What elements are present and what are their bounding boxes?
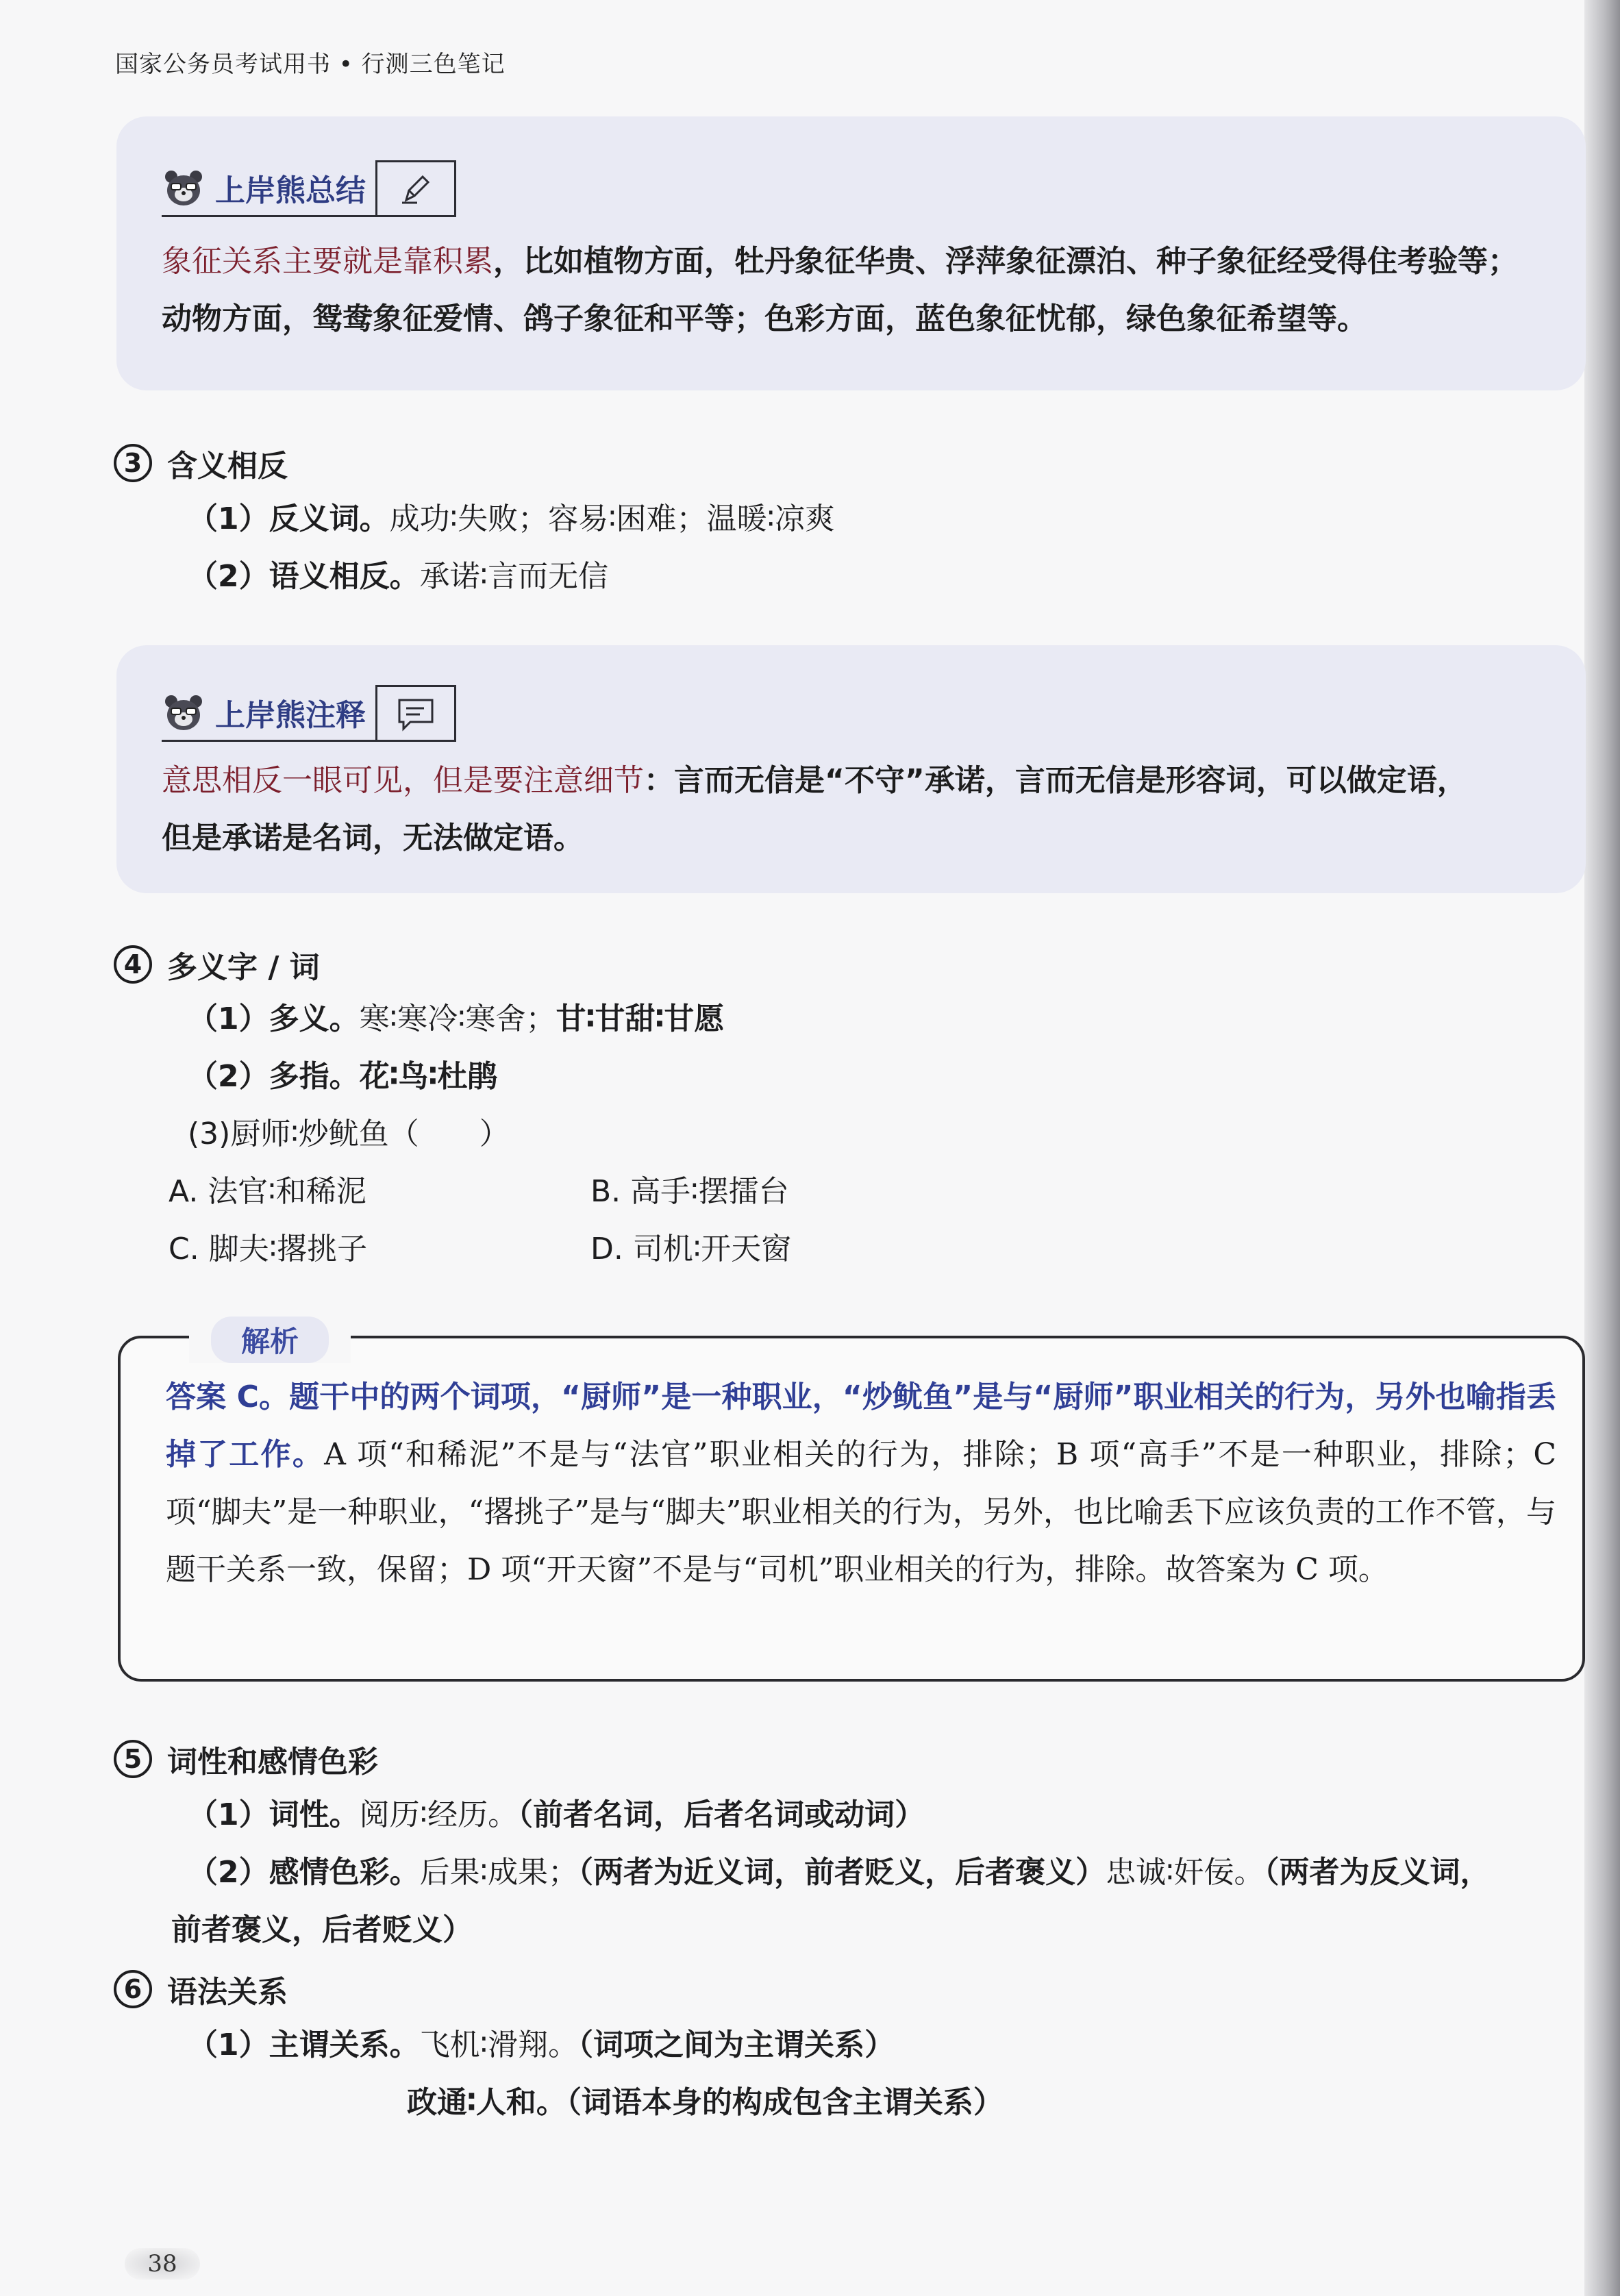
- item-text: 承诺∶言而无信: [419, 559, 609, 594]
- item-label: （1）多义。: [188, 1001, 360, 1036]
- sec5-item-2-cont: 前者褒义，后者贬义）: [171, 1912, 473, 1947]
- section-title: 含义相反: [167, 449, 288, 484]
- note-body: [162, 752, 1558, 867]
- item-label: （2）感情色彩。: [188, 1855, 420, 1890]
- bear-mascot-icon: [162, 690, 205, 734]
- item-text: 后果∶成果；: [419, 1855, 579, 1890]
- section-title: 多义字 / 词: [167, 950, 320, 985]
- item-label: （1）反义词。: [188, 501, 390, 536]
- summary-title: 上岸熊总结: [215, 173, 366, 208]
- summary-panel: [116, 116, 1586, 390]
- sec3-item-1: [188, 499, 835, 540]
- analysis-answer: 答案 C。题干中的两个词项，“厨师”是一种职业，“炒鱿鱼”是与“厨师”职业相关的行为，另外也喻指丢掉了工作。: [166, 1380, 1556, 1472]
- item-text: 阅历∶经历。: [359, 1797, 519, 1832]
- note-line-1-rest: ：言而无信是“不守”承诺，言而无信是形容词，可以做定语，: [644, 763, 1467, 798]
- sec4-question: (3)厨师∶炒鱿鱼（ ）: [188, 1116, 510, 1151]
- analysis-tag: [189, 1317, 351, 1363]
- summary-title-bar: [162, 160, 456, 217]
- item-note: （词项之间为主谓关系）: [578, 2027, 895, 2062]
- section-5-heading: [114, 1737, 378, 1781]
- note-tag-box: [375, 685, 456, 740]
- page-edge-shadow: [1584, 0, 1620, 2296]
- summary-body: [162, 233, 1558, 348]
- note-key-phrase: 意思相反一眼可见，但是要注意细节: [162, 763, 644, 798]
- item-bold-text: 甘∶甘甜∶甘愿: [556, 1001, 725, 1036]
- sec5-item-2: [188, 1852, 1491, 1893]
- option-b: B. 高手∶摆擂台: [590, 1174, 789, 1209]
- note-title-bar: [162, 685, 456, 742]
- option-d: D. 司机∶开天窗: [590, 1232, 792, 1266]
- item-note: （词语本身的构成包含主谓关系）: [566, 2085, 1004, 2120]
- comment-icon: [395, 695, 436, 733]
- item-note-2: （两者为反义词，: [1264, 1855, 1491, 1890]
- section-4-heading: [114, 943, 320, 986]
- option-a: A. 法官∶和稀泥: [169, 1174, 366, 1209]
- item-label: （2）语义相反。: [188, 559, 420, 594]
- section-3-heading: [114, 441, 288, 485]
- item-text: 飞机∶滑翔。: [419, 2027, 579, 2062]
- item-note: （两者为近义词，前者贬义，后者褒义）: [578, 1855, 1106, 1890]
- analysis-tag-label: 解析: [211, 1317, 329, 1363]
- analysis-box: [118, 1325, 1585, 1682]
- summary-line-1-rest: ，比如植物方面，牡丹象征华贵、浮萍象征漂泊、种子象征经受得住考验等；: [493, 244, 1518, 279]
- summary-line-2: 动物方面，鸳鸯象征爱情、鸽子象征和平等；色彩方面，蓝色象征忧郁，绿色象征希望等。: [162, 301, 1367, 336]
- section-number: 4: [114, 945, 152, 984]
- note-line-2: 但是承诺是名词，无法做定语。: [162, 821, 584, 856]
- section-title: 词性和感情色彩: [167, 1745, 378, 1780]
- section-title: 语法关系: [167, 1975, 288, 2010]
- summary-tag-box: [375, 160, 456, 215]
- note-line-1: [162, 752, 1558, 810]
- analysis-text: [166, 1369, 1556, 1599]
- sec4-item-1: [188, 999, 724, 1040]
- analysis-explanation: A 项“和稀泥”不是与“法官”职业相关的行为，排除；B 项“高手”不是一种职业，排除；C 项“脚夫”是一种职业，“撂挑子”是与“脚夫”职业相关的行为，另外，也比喻丢下应该负责的工作不管，与题干关系一致，保留；D 项“开天窗”不是与“司机”职业相关的行为，排除。故答案为 C 项。: [166, 1437, 1556, 1587]
- section-number: 5: [114, 1740, 152, 1778]
- item-text-2: 忠诚∶奸佞。: [1106, 1855, 1264, 1890]
- section-number: 6: [114, 1970, 152, 2008]
- item-label: （1）主谓关系。: [188, 2027, 420, 2062]
- section-6-heading: [114, 1967, 288, 2011]
- section-number: 3: [114, 444, 152, 482]
- note-panel: [116, 645, 1586, 893]
- summary-key-phrase: 象征关系主要就是靠积累: [162, 244, 493, 279]
- item-bold-text: 花∶鸟∶杜鹃: [359, 1059, 498, 1094]
- item-text: 寒∶寒冷∶寒舍；: [359, 1001, 556, 1036]
- summary-line-1: [162, 233, 1558, 290]
- item-label: （2）多指。: [188, 1059, 360, 1094]
- item-text: 成功∶失败；容易∶困难；温暖∶凉爽: [389, 501, 835, 536]
- bear-mascot-icon: [162, 166, 205, 210]
- note-title: 上岸熊注释: [215, 698, 366, 733]
- page-number: 38: [125, 2248, 200, 2280]
- sec6-item-1: [188, 2025, 895, 2066]
- sec6-item-2: [407, 2082, 1004, 2123]
- sec3-item-2: [188, 556, 608, 597]
- item-bold-text: 政通∶人和。: [407, 2085, 566, 2120]
- sec5-item-1: [188, 1795, 925, 1836]
- running-header: 国家公务员考试用书 • 行测三色笔记: [115, 51, 506, 78]
- pen-icon: [397, 170, 435, 208]
- option-c: C. 脚夫∶撂挑子: [169, 1232, 368, 1266]
- sec4-item-2: [188, 1056, 498, 1097]
- item-label: （1）词性。: [188, 1797, 360, 1832]
- item-note: （前者名词，后者名词或动词）: [518, 1797, 925, 1832]
